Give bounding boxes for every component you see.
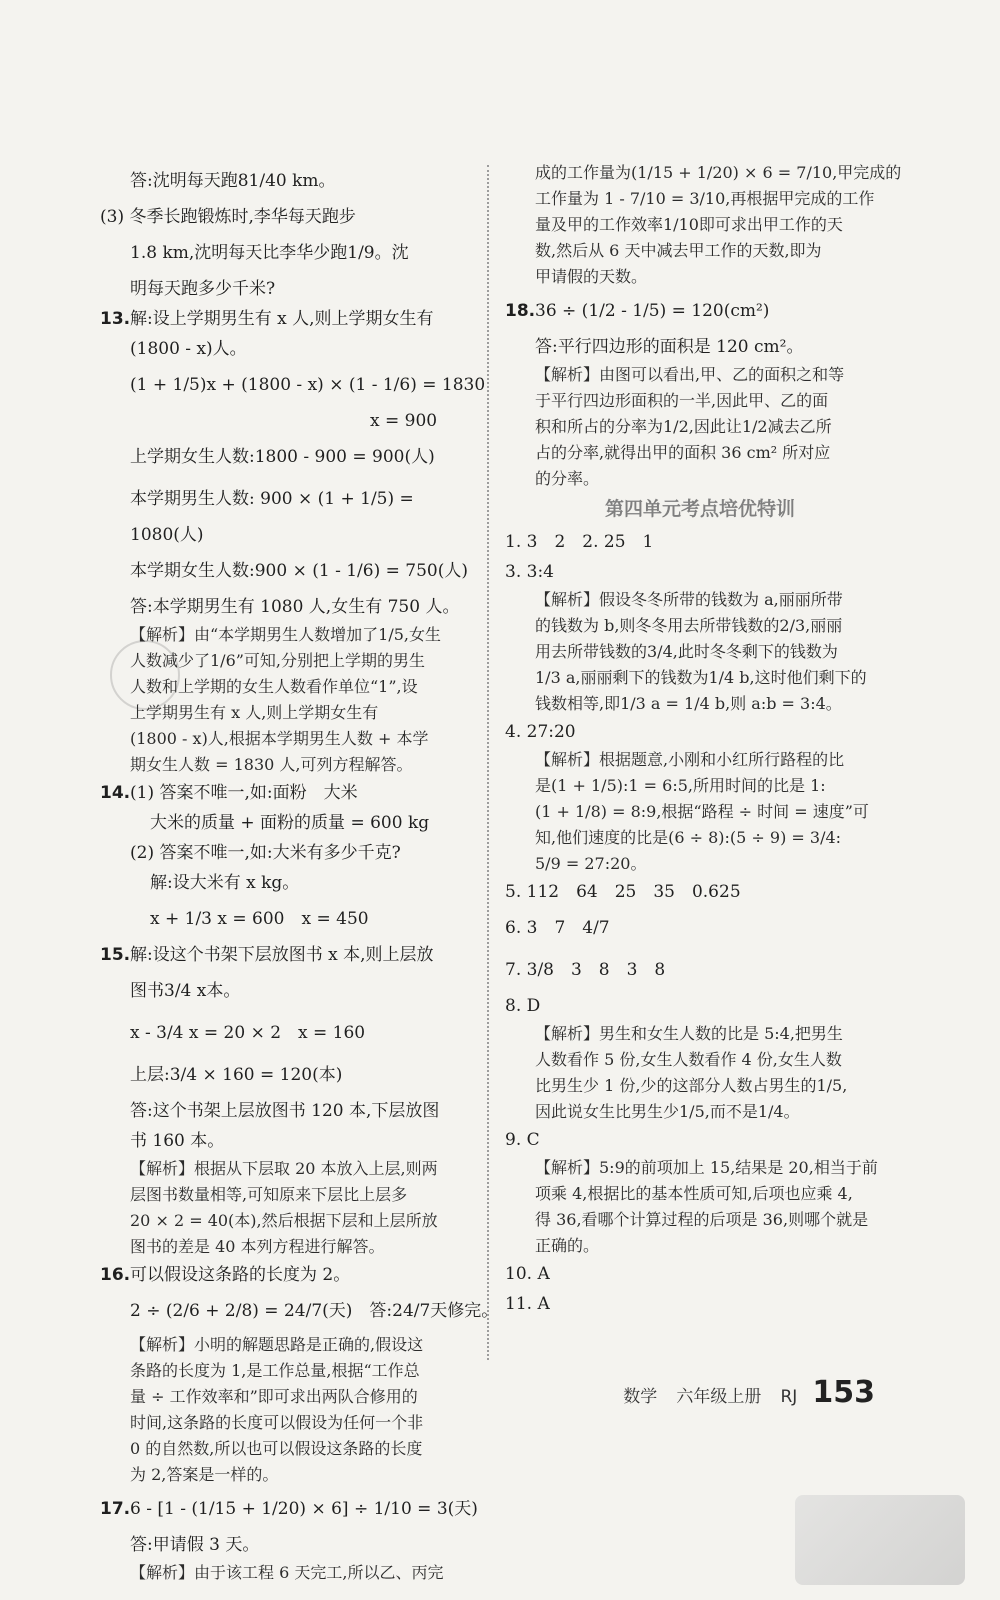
footer-grade: 六年级上册 [676, 1387, 762, 1407]
solution-line: 解:设这个书架下层放图书 x 本,则上层放 [130, 945, 434, 965]
analysis-note: (1800 - x)人,根据本学期男生人数 + 本学 [130, 729, 429, 748]
corner-logo [795, 1495, 965, 1585]
answer-line: 答:本学期男生有 1080 人,女生有 750 人。 [130, 597, 460, 617]
analysis-note: 人数和上学期的女生人数看作单位“1”,设 [130, 677, 418, 696]
footer-edition: RJ [780, 1387, 798, 1407]
analysis-note: 因此说女生比男生少1/5,而不是1/4。 [535, 1102, 800, 1121]
analysis-note: 钱数相等,即1/3 a = 1/4 b,则 a:b = 3:4。 [535, 694, 842, 713]
answer-line: 9. C [505, 1130, 540, 1150]
analysis-note: 【解析】小明的解题思路是正确的,假设这 [130, 1335, 424, 1354]
answer-line: 8. D [505, 996, 541, 1016]
analysis-note: 20 × 2 = 40(本),然后根据下层和上层所放 [130, 1211, 438, 1230]
equation-line: x - 3/4 x = 20 × 2 x = 160 [130, 1023, 366, 1043]
analysis-note: 【解析】根据从下层取 20 本放入上层,则两 [130, 1159, 438, 1178]
problem-15 [100, 940, 475, 1260]
problem-18 [505, 290, 895, 492]
answer-line: 7. 3/8 3 8 3 8 [505, 960, 666, 980]
equation-line: x + 1/3 x = 600 x = 450 [150, 909, 369, 929]
analysis-block [505, 1155, 895, 1259]
solution-line: (1) 答案不唯一,如:面粉 大米 [130, 783, 358, 803]
solution-line: (2) 答案不唯一,如:大米有多少千克? [130, 843, 401, 863]
equation-line: 36 ÷ (1/2 - 1/5) = 120(cm²) [535, 301, 770, 321]
answer-line: 5. 112 64 25 35 0.625 [505, 882, 741, 902]
question-line: 明每天跑多少千米? [130, 279, 276, 299]
solution-line: 解:设大米有 x kg。 [150, 873, 300, 893]
analysis-note: 工作量为 1 - 7/10 = 3/10,再根据甲完成的工作 [535, 189, 875, 208]
analysis-note: 的分率。 [535, 469, 600, 488]
solution-line: 本学期女生人数:900 × (1 - 1/6) = 750(人) [130, 561, 468, 581]
analysis-note: 的钱数为 b,则冬冬用去所带钱数的2/3,丽丽 [535, 616, 843, 635]
answer-line: 10. A [505, 1264, 550, 1284]
analysis-block [505, 587, 895, 717]
analysis-note: 人数看作 5 份,女生人数看作 4 份,女生人数 [535, 1050, 842, 1069]
problem-number: 17. [100, 1499, 131, 1519]
solution-line: 本学期男生人数: 900 × (1 + 1/5) = [130, 489, 414, 509]
solution-line: (1800 - x)人。 [130, 339, 247, 359]
answer-line: 答:沈明每天跑81/40 km。 [130, 171, 336, 191]
question-line: (3) 冬季长跑锻炼时,李华每天跑步 [100, 207, 356, 227]
solution-line: 上学期女生人数:1800 - 900 = 900(人) [130, 447, 435, 467]
equation-result: x = 900 [370, 411, 438, 431]
solution-line: 解:设上学期男生有 x 人,则上学期女生有 [130, 309, 434, 329]
problem-number: 16. [100, 1265, 131, 1285]
analysis-note: 甲请假的天数。 [535, 267, 648, 286]
analysis-note: 【解析】由“本学期男生人数增加了1/5,女生 [130, 625, 442, 644]
analysis-note: 【解析】由图可以看出,甲、乙的面积之和等 [535, 365, 845, 384]
problem-number: 14. [100, 783, 131, 803]
analysis-note: 0 的自然数,所以也可以假设这条路的长度 [130, 1439, 423, 1458]
analysis-note: 积和所占的分率为1/2,因此让1/2减去乙所 [535, 417, 832, 436]
analysis-note: 为 2,答案是一样的。 [130, 1465, 279, 1484]
analysis-note: 正确的。 [535, 1236, 600, 1255]
question-line: 1.8 km,沈明每天比李华少跑1/9。沈 [130, 243, 409, 263]
solution-line: 大米的质量 + 面粉的质量 = 600 kg [150, 813, 430, 833]
problem-number: 13. [100, 309, 131, 329]
footer-subject: 数学 [623, 1387, 658, 1407]
analysis-note: (1 + 1/8) = 8:9,根据“路程 ÷ 时间 = 速度”可 [535, 802, 869, 821]
problem-13 [100, 304, 486, 778]
problem-17 [100, 1488, 478, 1586]
solution-line: 1080(人) [130, 525, 204, 545]
analysis-note: 占的分率,就得出甲的面积 36 cm² 所对应 [535, 443, 831, 462]
left-column [100, 160, 499, 1586]
analysis-note: 是(1 + 1/5):1 = 6:5,所用时间的比是 1: [535, 776, 826, 795]
right-column [505, 160, 902, 1319]
column-divider [487, 165, 489, 1360]
analysis-note: 上学期男生有 x 人,则上学期女生有 [130, 703, 379, 722]
page-footer [609, 1375, 875, 1410]
answer-line: 11. A [505, 1294, 550, 1314]
analysis-note: 量 ÷ 工作效率和”即可求出两队合修用的 [130, 1387, 418, 1406]
analysis-note: 用去所带钱数的3/4,此时冬冬剩下的钱数为 [535, 642, 838, 661]
analysis-note: 人数减少了1/6”可知,分别把上学期的男生 [130, 651, 426, 670]
analysis-note: 【解析】5:9的前项加上 15,结果是 20,相当于前 [535, 1158, 878, 1177]
answer-line: 答:这个书架上层放图书 120 本,下层放图 [130, 1101, 440, 1121]
analysis-note: 于平行四边形面积的一半,因此甲、乙的面 [535, 391, 829, 410]
section-title: 第四单元考点培优特训 [604, 498, 795, 520]
answer-line: 6. 3 7 4/7 [505, 918, 610, 938]
equation-line: 6 - [1 - (1/15 + 1/20) × 6] ÷ 1/10 = 3(天) [130, 1499, 478, 1519]
answer-line: 1. 3 2 2. 25 1 [505, 532, 654, 552]
analysis-note: 【解析】男生和女生人数的比是 5:4,把男生 [535, 1024, 843, 1043]
analysis-note: 比男生少 1 份,少的这部分人数占男生的1/5, [535, 1076, 848, 1095]
analysis-note: 5/9 = 27:20。 [535, 854, 647, 873]
analysis-note: 层图书数量相等,可知原来下层比上层多 [130, 1185, 408, 1204]
page-number: 153 [812, 1375, 875, 1410]
analysis-note: 量及甲的工作效率1/10即可求出甲工作的天 [535, 215, 843, 234]
analysis-note: 【解析】假设冬冬所带的钱数为 a,丽丽所带 [535, 590, 843, 609]
answer-line: 答:平行四边形的面积是 120 cm²。 [535, 337, 804, 357]
answer-line: 3. 3:4 [505, 562, 554, 582]
equation-line: 2 ÷ (2/6 + 2/8) = 24/7(天) 答:24/7天修完。 [130, 1301, 499, 1321]
analysis-note: 知,他们速度的比是(6 ÷ 8):(5 ÷ 9) = 3/4: [535, 828, 842, 847]
analysis-note: 【解析】由于该工程 6 天完工,所以乙、丙完 [130, 1563, 444, 1582]
answer-line: 4. 27:20 [505, 722, 576, 742]
problem-number: 15. [100, 945, 131, 965]
analysis-note: 成的工作量为(1/15 + 1/20) × 6 = 7/10,甲完成的 [535, 163, 902, 182]
analysis-note: 时间,这条路的长度可以假设为任何一个非 [130, 1413, 424, 1432]
answer-line: 书 160 本。 [130, 1131, 225, 1151]
answer-line: 答:甲请假 3 天。 [130, 1535, 260, 1555]
problem-16 [100, 1260, 499, 1488]
analysis-block [505, 1021, 895, 1125]
solution-line: 可以假设这条路的长度为 2。 [130, 1265, 351, 1285]
analysis-note: 条路的长度为 1,是工作总量,根据“工作总 [130, 1361, 420, 1380]
solution-line: 图书3/4 x本。 [130, 981, 241, 1001]
problem-14 [100, 778, 475, 940]
analysis-note: 数,然后从 6 天中减去甲工作的天数,即为 [535, 241, 822, 260]
analysis-note: 项乘 4,根据比的基本性质可知,后项也应乘 4, [535, 1184, 853, 1203]
analysis-note: 得 36,看哪个计算过程的后项是 36,则哪个就是 [535, 1210, 869, 1229]
analysis-note: 期女生人数 = 1830 人,可列方程解答。 [130, 755, 413, 774]
analysis-block [505, 747, 895, 877]
analysis-note: 【解析】根据题意,小刚和小红所行路程的比 [535, 750, 845, 769]
solution-line: 上层:3/4 × 160 = 120(本) [130, 1065, 343, 1085]
equation-line: (1 + 1/5)x + (1800 - x) × (1 - 1/6) = 1830 [130, 375, 486, 395]
analysis-note: 图书的差是 40 本列方程进行解答。 [130, 1237, 385, 1256]
analysis-note: 1/3 a,丽丽剩下的钱数为1/4 b,这时他们剩下的 [535, 668, 867, 687]
problem-number: 18. [505, 301, 536, 321]
